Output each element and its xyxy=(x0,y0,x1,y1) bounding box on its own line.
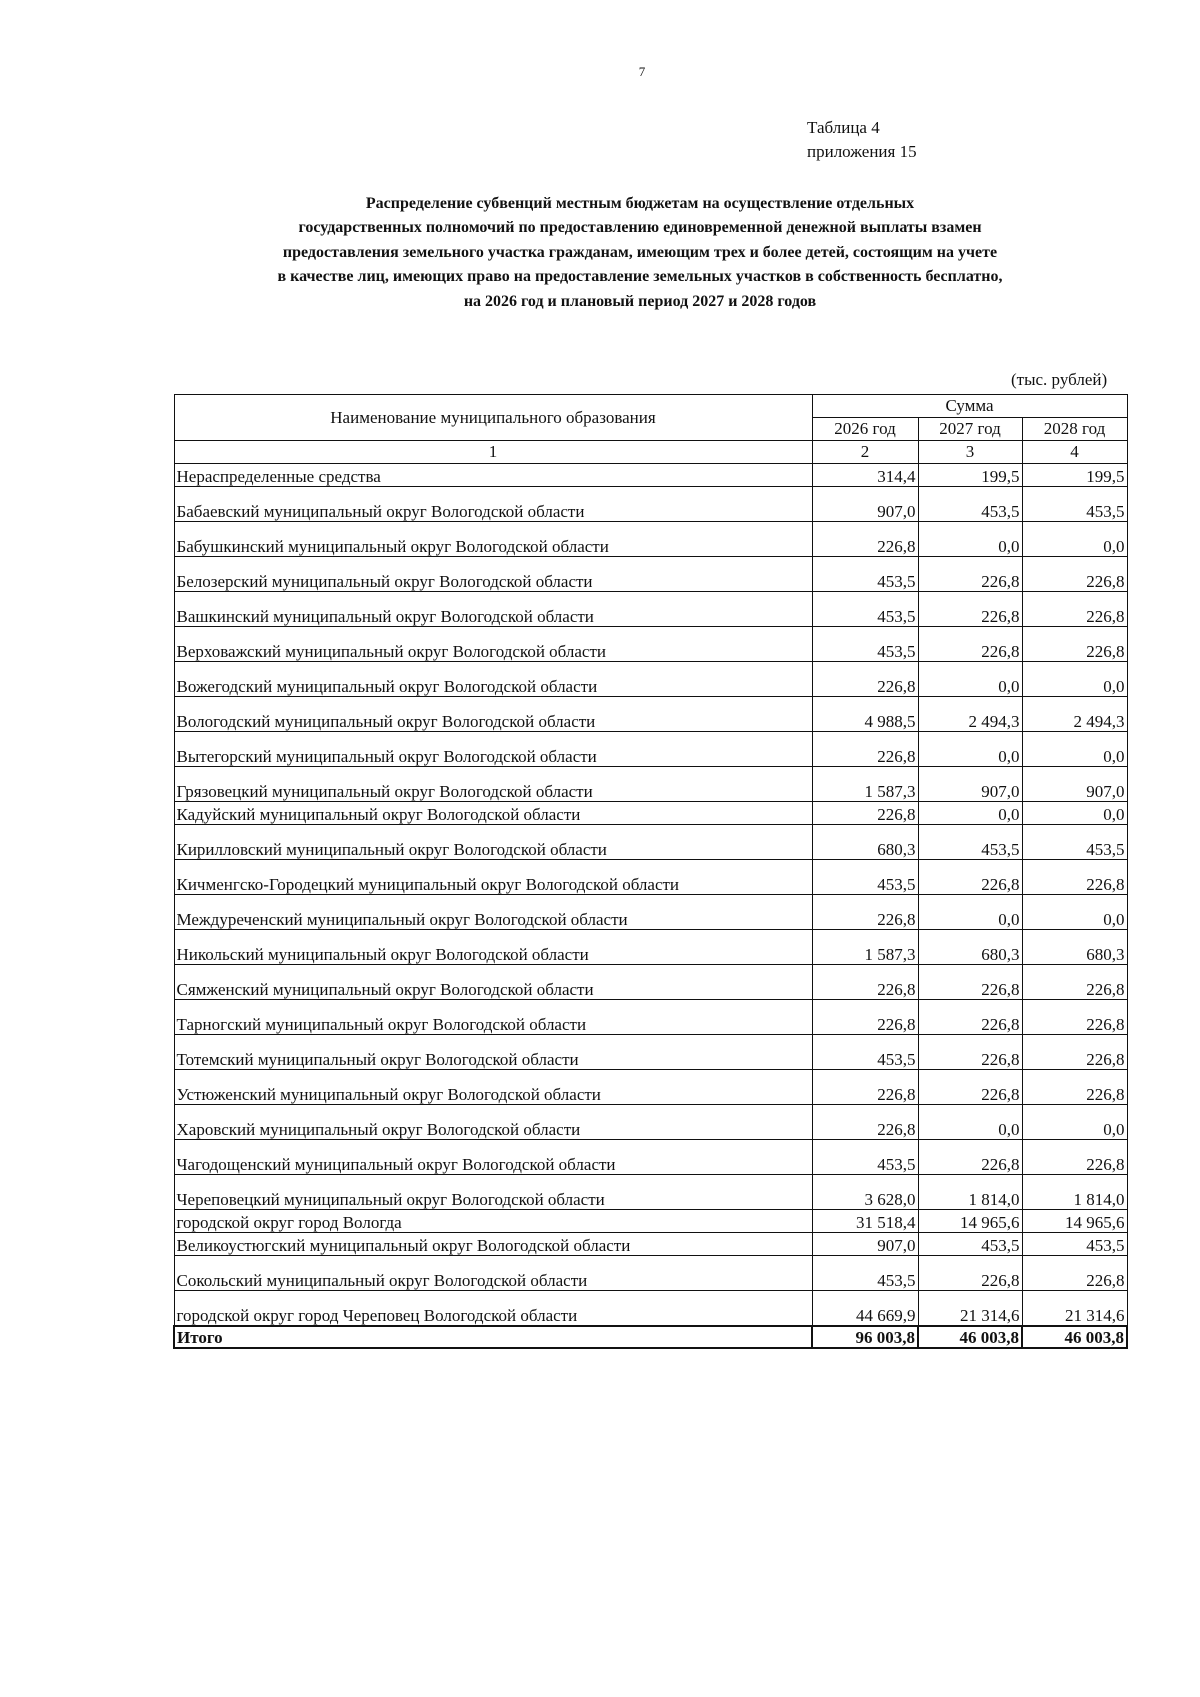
value-2026: 453,5 xyxy=(812,557,918,592)
value-2028: 226,8 xyxy=(1022,557,1127,592)
value-2028: 226,8 xyxy=(1022,1256,1127,1291)
table-row xyxy=(174,697,1127,732)
value-2026: 226,8 xyxy=(812,1105,918,1140)
value-2026: 453,5 xyxy=(812,1140,918,1175)
municipality-name: Тарногский муниципальный округ Вологодской области xyxy=(174,1000,812,1035)
units-label: (тыс. рублей) xyxy=(1011,370,1108,389)
value-2026: 44 669,9 xyxy=(812,1291,918,1327)
value-2026: 3 628,0 xyxy=(812,1175,918,1210)
value-2027: 226,8 xyxy=(918,1035,1022,1070)
value-2028: 0,0 xyxy=(1022,802,1127,825)
value-2028: 199,5 xyxy=(1022,464,1127,487)
header-sum: Сумма xyxy=(812,395,1127,418)
value-2028: 453,5 xyxy=(1022,825,1127,860)
value-2026: 1 587,3 xyxy=(812,767,918,802)
table-label-line-2: приложения 15 xyxy=(807,142,917,161)
table-row xyxy=(174,1256,1127,1291)
table-row xyxy=(174,1175,1127,1210)
table-row xyxy=(174,825,1127,860)
value-2027: 1 814,0 xyxy=(918,1175,1022,1210)
header-year-2026: 2026 год xyxy=(812,418,918,441)
value-2028: 226,8 xyxy=(1022,627,1127,662)
table-row xyxy=(174,1070,1127,1105)
table-row xyxy=(174,1291,1127,1327)
value-2026: 453,5 xyxy=(812,1256,918,1291)
municipality-name: Кадуйский муниципальный округ Вологодской области xyxy=(174,802,812,825)
value-2027: 226,8 xyxy=(918,1000,1022,1035)
value-2028: 226,8 xyxy=(1022,1140,1127,1175)
table-row xyxy=(174,592,1127,627)
municipality-name: Вожегодский муниципальный округ Вологодской области xyxy=(174,662,812,697)
value-2028: 453,5 xyxy=(1022,1233,1127,1256)
total-2027: 46 003,8 xyxy=(918,1326,1022,1348)
value-2027: 0,0 xyxy=(918,662,1022,697)
column-number-row xyxy=(174,441,1127,464)
table-row xyxy=(174,487,1127,522)
table-row xyxy=(174,522,1127,557)
column-number-3: 3 xyxy=(918,441,1022,464)
value-2026: 1 587,3 xyxy=(812,930,918,965)
value-2027: 0,0 xyxy=(918,522,1022,557)
table-row xyxy=(174,767,1127,802)
title-line-4: в качестве лиц, имеющих право на предоставление земельных участков в собственность бесплатно, xyxy=(277,268,1003,286)
municipality-name: Чагодощенский муниципальный округ Вологодской области xyxy=(174,1140,812,1175)
value-2026: 314,4 xyxy=(812,464,918,487)
municipality-name: Сокольский муниципальный округ Вологодской области xyxy=(174,1256,812,1291)
value-2027: 226,8 xyxy=(918,965,1022,1000)
header-year-2028: 2028 год xyxy=(1022,418,1127,441)
table-row xyxy=(174,860,1127,895)
value-2028: 0,0 xyxy=(1022,895,1127,930)
value-2027: 0,0 xyxy=(918,1105,1022,1140)
table-row xyxy=(174,1140,1127,1175)
title-line-5: на 2026 год и плановый период 2027 и 2028 годов xyxy=(463,292,817,310)
value-2026: 226,8 xyxy=(812,895,918,930)
value-2028: 226,8 xyxy=(1022,592,1127,627)
value-2027: 0,0 xyxy=(918,802,1022,825)
value-2027: 226,8 xyxy=(918,592,1022,627)
value-2028: 226,8 xyxy=(1022,1035,1127,1070)
title-line-3: предоставления земельного участка гражданам, имеющим трех и более детей, состоящим на учете xyxy=(282,243,998,261)
municipality-name: городской округ город Вологда xyxy=(174,1210,812,1233)
table-row xyxy=(174,895,1127,930)
value-2028: 21 314,6 xyxy=(1022,1291,1127,1327)
municipality-name: Вологодский муниципальный округ Вологодской области xyxy=(174,697,812,732)
value-2026: 226,8 xyxy=(812,965,918,1000)
value-2028: 226,8 xyxy=(1022,1070,1127,1105)
subvention-table xyxy=(173,394,1128,1349)
value-2027: 14 965,6 xyxy=(918,1210,1022,1233)
value-2028: 680,3 xyxy=(1022,930,1127,965)
value-2027: 21 314,6 xyxy=(918,1291,1022,1327)
value-2027: 907,0 xyxy=(918,767,1022,802)
value-2027: 0,0 xyxy=(918,895,1022,930)
municipality-name: Верховажский муниципальный округ Вологодской области xyxy=(174,627,812,662)
table-row xyxy=(174,965,1127,1000)
value-2028: 0,0 xyxy=(1022,522,1127,557)
table-row xyxy=(174,802,1127,825)
value-2027: 226,8 xyxy=(918,627,1022,662)
municipality-name: Тотемский муниципальный округ Вологодской области xyxy=(174,1035,812,1070)
value-2028: 0,0 xyxy=(1022,1105,1127,1140)
title-line-1: Распределение субвенций местным бюджетам на осуществление отдельных xyxy=(365,195,915,212)
municipality-name: Кирилловский муниципальный округ Вологодской области xyxy=(174,825,812,860)
table-row xyxy=(174,662,1127,697)
total-2028: 46 003,8 xyxy=(1022,1326,1127,1348)
municipality-name: Никольский муниципальный округ Вологодской области xyxy=(174,930,812,965)
municipality-name: Вашкинский муниципальный округ Вологодской области xyxy=(174,592,812,627)
value-2026: 453,5 xyxy=(812,627,918,662)
value-2028: 2 494,3 xyxy=(1022,697,1127,732)
header-row-1 xyxy=(174,395,1127,418)
value-2026: 453,5 xyxy=(812,860,918,895)
value-2026: 226,8 xyxy=(812,732,918,767)
value-2027: 0,0 xyxy=(918,732,1022,767)
value-2026: 226,8 xyxy=(812,662,918,697)
value-2026: 453,5 xyxy=(812,592,918,627)
total-label: Итого xyxy=(174,1326,812,1348)
table-label xyxy=(807,116,917,164)
value-2026: 4 988,5 xyxy=(812,697,918,732)
table-label-line-1: Таблица 4 xyxy=(807,118,880,137)
title-line-2: государственных полномочий по предоставлению единовременной денежной выплаты взамен xyxy=(298,219,982,237)
table-row xyxy=(174,1233,1127,1256)
municipality-name: Белозерский муниципальный округ Вологодской области xyxy=(174,557,812,592)
value-2027: 2 494,3 xyxy=(918,697,1022,732)
table-row xyxy=(174,1000,1127,1035)
value-2027: 199,5 xyxy=(918,464,1022,487)
value-2028: 1 814,0 xyxy=(1022,1175,1127,1210)
value-2027: 226,8 xyxy=(918,1140,1022,1175)
value-2028: 453,5 xyxy=(1022,487,1127,522)
value-2027: 453,5 xyxy=(918,1233,1022,1256)
municipality-name: Бабушкинский муниципальный округ Вологодской области xyxy=(174,522,812,557)
value-2028: 907,0 xyxy=(1022,767,1127,802)
value-2026: 226,8 xyxy=(812,1070,918,1105)
value-2026: 907,0 xyxy=(812,1233,918,1256)
municipality-name: Устюженский муниципальный округ Вологодской области xyxy=(174,1070,812,1105)
value-2026: 680,3 xyxy=(812,825,918,860)
total-2026: 96 003,8 xyxy=(812,1326,918,1348)
municipality-name: городской округ город Череповец Вологодской области xyxy=(174,1291,812,1327)
municipality-name: Череповецкий муниципальный округ Вологодской области xyxy=(174,1175,812,1210)
header-year-2027: 2027 год xyxy=(918,418,1022,441)
column-number-1: 1 xyxy=(174,441,812,464)
municipality-name: Великоустюгский муниципальный округ Вологодской области xyxy=(174,1233,812,1256)
municipality-name: Харовский муниципальный округ Вологодской области xyxy=(174,1105,812,1140)
page-number: 7 xyxy=(638,64,646,79)
value-2026: 226,8 xyxy=(812,522,918,557)
value-2028: 14 965,6 xyxy=(1022,1210,1127,1233)
value-2028: 0,0 xyxy=(1022,662,1127,697)
value-2028: 226,8 xyxy=(1022,965,1127,1000)
municipality-name: Кичменгско-Городецкий муниципальный округ Вологодской области xyxy=(174,860,812,895)
header-name: Наименование муниципального образования xyxy=(174,395,812,441)
value-2027: 453,5 xyxy=(918,825,1022,860)
table-row xyxy=(174,627,1127,662)
municipality-name: Вытегорский муниципальный округ Вологодской области xyxy=(174,732,812,767)
total-row xyxy=(174,1326,1127,1348)
municipality-name: Грязовецкий муниципальный округ Вологодской области xyxy=(174,767,812,802)
table-row xyxy=(174,732,1127,767)
value-2027: 226,8 xyxy=(918,1070,1022,1105)
value-2027: 453,5 xyxy=(918,487,1022,522)
municipality-name: Сямженский муниципальный округ Вологодской области xyxy=(174,965,812,1000)
value-2028: 226,8 xyxy=(1022,1000,1127,1035)
table-row xyxy=(174,930,1127,965)
municipality-name: Бабаевский муниципальный округ Вологодской области xyxy=(174,487,812,522)
document-title xyxy=(200,192,1080,314)
table-row xyxy=(174,557,1127,592)
column-number-2: 2 xyxy=(812,441,918,464)
value-2028: 226,8 xyxy=(1022,860,1127,895)
table-row xyxy=(174,1210,1127,1233)
value-2027: 226,8 xyxy=(918,1256,1022,1291)
column-number-4: 4 xyxy=(1022,441,1127,464)
table-row xyxy=(174,464,1127,487)
value-2027: 680,3 xyxy=(918,930,1022,965)
value-2026: 226,8 xyxy=(812,1000,918,1035)
municipality-name: Междуреченский муниципальный округ Вологодской области xyxy=(174,895,812,930)
value-2027: 226,8 xyxy=(918,557,1022,592)
value-2026: 31 518,4 xyxy=(812,1210,918,1233)
value-2028: 0,0 xyxy=(1022,732,1127,767)
value-2026: 453,5 xyxy=(812,1035,918,1070)
value-2026: 907,0 xyxy=(812,487,918,522)
value-2027: 226,8 xyxy=(918,860,1022,895)
table-row xyxy=(174,1035,1127,1070)
table-row xyxy=(174,1105,1127,1140)
municipality-name: Нераспределенные средства xyxy=(174,464,812,487)
value-2026: 226,8 xyxy=(812,802,918,825)
